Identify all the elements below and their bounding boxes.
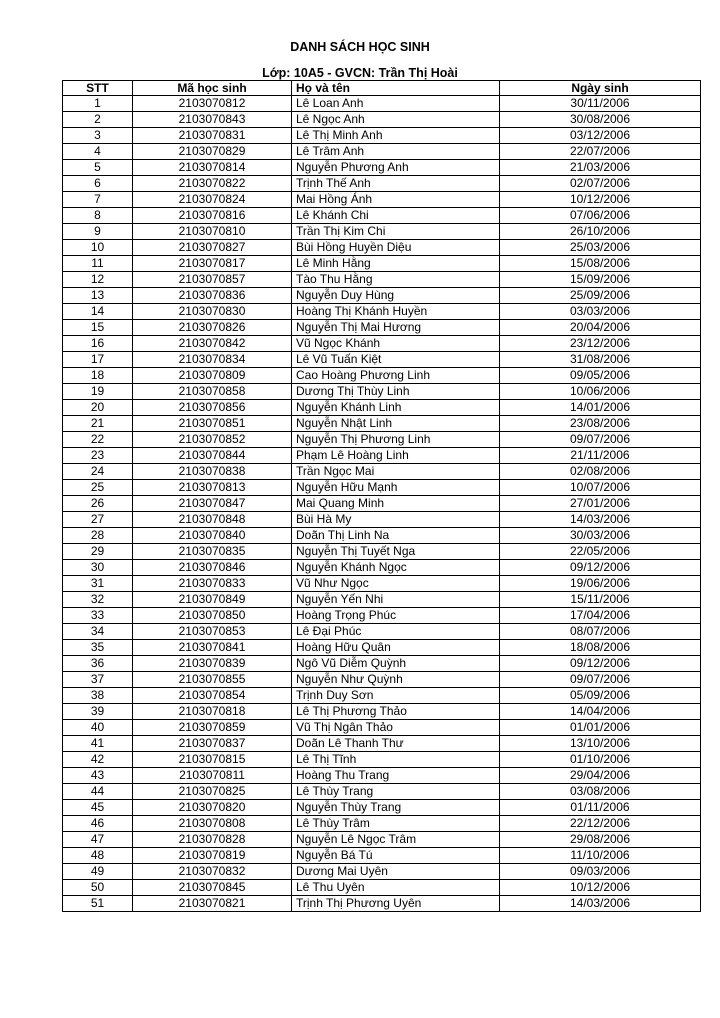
- cell-stt: 49: [63, 864, 133, 880]
- cell-student-id: 2103070840: [133, 528, 292, 544]
- cell-full-name: Bùi Hồng Huyền Diệu: [292, 240, 500, 256]
- table-row: [63, 464, 701, 480]
- cell-full-name: Trịnh Thị Phương Uyên: [292, 896, 500, 912]
- cell-birth-date: 09/03/2006: [500, 864, 701, 880]
- cell-student-id: 2103070851: [133, 416, 292, 432]
- column-header-birth-date: Ngày sinh: [500, 81, 701, 96]
- cell-student-id: 2103070821: [133, 896, 292, 912]
- cell-student-id: 2103070839: [133, 656, 292, 672]
- cell-birth-date: 09/07/2006: [500, 672, 701, 688]
- cell-stt: 39: [63, 704, 133, 720]
- table-row: [63, 480, 701, 496]
- table-row: [63, 336, 701, 352]
- cell-stt: 44: [63, 784, 133, 800]
- table-row: [63, 352, 701, 368]
- cell-stt: 6: [63, 176, 133, 192]
- cell-student-id: 2103070816: [133, 208, 292, 224]
- table-row: [63, 432, 701, 448]
- cell-student-id: 2103070854: [133, 688, 292, 704]
- cell-stt: 18: [63, 368, 133, 384]
- cell-stt: 38: [63, 688, 133, 704]
- cell-birth-date: 30/11/2006: [500, 96, 701, 112]
- cell-stt: 25: [63, 480, 133, 496]
- table-row: [63, 640, 701, 656]
- table-row: [63, 576, 701, 592]
- table-row: [63, 288, 701, 304]
- cell-full-name: Lê Thu Uyên: [292, 880, 500, 896]
- cell-full-name: Lê Ngọc Anh: [292, 112, 500, 128]
- cell-birth-date: 17/04/2006: [500, 608, 701, 624]
- table-header: [63, 81, 701, 96]
- page-title: DANH SÁCH HỌC SINH: [290, 40, 430, 54]
- cell-birth-date: 29/04/2006: [500, 768, 701, 784]
- cell-full-name: Nguyễn Hữu Mạnh: [292, 480, 500, 496]
- table-row: [63, 416, 701, 432]
- table-row: [63, 144, 701, 160]
- table-row: [63, 384, 701, 400]
- cell-full-name: Lê Thị Tĩnh: [292, 752, 500, 768]
- cell-stt: 17: [63, 352, 133, 368]
- column-header-stt: STT: [63, 81, 133, 96]
- cell-student-id: 2103070811: [133, 768, 292, 784]
- table-row: [63, 528, 701, 544]
- cell-student-id: 2103070843: [133, 112, 292, 128]
- cell-birth-date: 14/01/2006: [500, 400, 701, 416]
- cell-stt: 45: [63, 800, 133, 816]
- cell-stt: 50: [63, 880, 133, 896]
- cell-stt: 14: [63, 304, 133, 320]
- cell-birth-date: 01/01/2006: [500, 720, 701, 736]
- table-row: [63, 672, 701, 688]
- cell-birth-date: 10/06/2006: [500, 384, 701, 400]
- table-row: [63, 96, 701, 112]
- cell-student-id: 2103070819: [133, 848, 292, 864]
- cell-stt: 28: [63, 528, 133, 544]
- cell-stt: 3: [63, 128, 133, 144]
- cell-student-id: 2103070858: [133, 384, 292, 400]
- cell-student-id: 2103070859: [133, 720, 292, 736]
- cell-stt: 21: [63, 416, 133, 432]
- cell-full-name: Trịnh Duy Sơn: [292, 688, 500, 704]
- cell-full-name: Hoàng Trọng Phúc: [292, 608, 500, 624]
- cell-birth-date: 15/11/2006: [500, 592, 701, 608]
- cell-birth-date: 11/10/2006: [500, 848, 701, 864]
- cell-full-name: Mai Hồng Ánh: [292, 192, 500, 208]
- cell-student-id: 2103070846: [133, 560, 292, 576]
- table-row: [63, 496, 701, 512]
- cell-birth-date: 19/06/2006: [500, 576, 701, 592]
- cell-stt: 5: [63, 160, 133, 176]
- cell-birth-date: 15/09/2006: [500, 272, 701, 288]
- cell-full-name: Doãn Thị Linh Na: [292, 528, 500, 544]
- cell-student-id: 2103070833: [133, 576, 292, 592]
- cell-student-id: 2103070848: [133, 512, 292, 528]
- table-body: [63, 96, 701, 912]
- cell-birth-date: 14/03/2006: [500, 512, 701, 528]
- cell-full-name: Cao Hoàng Phương Linh: [292, 368, 500, 384]
- cell-stt: 20: [63, 400, 133, 416]
- cell-birth-date: 15/08/2006: [500, 256, 701, 272]
- cell-birth-date: 09/12/2006: [500, 656, 701, 672]
- cell-student-id: 2103070837: [133, 736, 292, 752]
- cell-student-id: 2103070820: [133, 800, 292, 816]
- cell-full-name: Dương Thị Thùy Linh: [292, 384, 500, 400]
- cell-student-id: 2103070850: [133, 608, 292, 624]
- cell-stt: 30: [63, 560, 133, 576]
- cell-stt: 36: [63, 656, 133, 672]
- cell-birth-date: 30/08/2006: [500, 112, 701, 128]
- cell-student-id: 2103070817: [133, 256, 292, 272]
- cell-student-id: 2103070844: [133, 448, 292, 464]
- cell-full-name: Lê Thị Phương Thảo: [292, 704, 500, 720]
- cell-full-name: Mai Quang Minh: [292, 496, 500, 512]
- cell-stt: 33: [63, 608, 133, 624]
- cell-student-id: 2103070832: [133, 864, 292, 880]
- cell-stt: 7: [63, 192, 133, 208]
- cell-stt: 2: [63, 112, 133, 128]
- table-row: [63, 224, 701, 240]
- cell-student-id: 2103070829: [133, 144, 292, 160]
- cell-student-id: 2103070853: [133, 624, 292, 640]
- cell-stt: 16: [63, 336, 133, 352]
- cell-stt: 9: [63, 224, 133, 240]
- cell-birth-date: 25/09/2006: [500, 288, 701, 304]
- cell-stt: 35: [63, 640, 133, 656]
- cell-stt: 48: [63, 848, 133, 864]
- column-header-full-name: Họ và tên: [292, 81, 500, 96]
- cell-birth-date: 26/10/2006: [500, 224, 701, 240]
- table-row: [63, 832, 701, 848]
- cell-birth-date: 14/03/2006: [500, 896, 701, 912]
- table-row: [63, 400, 701, 416]
- cell-student-id: 2103070838: [133, 464, 292, 480]
- cell-birth-date: 20/04/2006: [500, 320, 701, 336]
- cell-birth-date: 22/12/2006: [500, 816, 701, 832]
- cell-stt: 37: [63, 672, 133, 688]
- cell-stt: 10: [63, 240, 133, 256]
- table-row: [63, 720, 701, 736]
- cell-full-name: Lê Thùy Trang: [292, 784, 500, 800]
- cell-stt: 26: [63, 496, 133, 512]
- cell-birth-date: 02/07/2006: [500, 176, 701, 192]
- cell-stt: 43: [63, 768, 133, 784]
- cell-full-name: Lê Thị Minh Anh: [292, 128, 500, 144]
- cell-full-name: Hoàng Hữu Quân: [292, 640, 500, 656]
- cell-full-name: Vũ Như Ngọc: [292, 576, 500, 592]
- cell-stt: 12: [63, 272, 133, 288]
- cell-student-id: 2103070855: [133, 672, 292, 688]
- cell-full-name: Nguyễn Thị Phương Linh: [292, 432, 500, 448]
- cell-stt: 4: [63, 144, 133, 160]
- cell-student-id: 2103070830: [133, 304, 292, 320]
- table-row: [63, 256, 701, 272]
- student-table: [62, 80, 701, 912]
- table-row: [63, 736, 701, 752]
- cell-student-id: 2103070842: [133, 336, 292, 352]
- cell-full-name: Lê Minh Hằng: [292, 256, 500, 272]
- cell-stt: 40: [63, 720, 133, 736]
- cell-full-name: Nguyễn Thị Tuyết Nga: [292, 544, 500, 560]
- cell-birth-date: 27/01/2006: [500, 496, 701, 512]
- cell-full-name: Nguyễn Yến Nhi: [292, 592, 500, 608]
- table-row: [63, 304, 701, 320]
- cell-birth-date: 14/04/2006: [500, 704, 701, 720]
- cell-birth-date: 10/12/2006: [500, 880, 701, 896]
- cell-full-name: Nguyễn Khánh Linh: [292, 400, 500, 416]
- table-row: [63, 240, 701, 256]
- header-row: [63, 81, 701, 96]
- cell-student-id: 2103070824: [133, 192, 292, 208]
- table-row: [63, 320, 701, 336]
- cell-student-id: 2103070835: [133, 544, 292, 560]
- cell-student-id: 2103070845: [133, 880, 292, 896]
- cell-birth-date: 10/12/2006: [500, 192, 701, 208]
- table-row: [63, 880, 701, 896]
- cell-stt: 19: [63, 384, 133, 400]
- cell-stt: 27: [63, 512, 133, 528]
- table-row: [63, 608, 701, 624]
- cell-student-id: 2103070818: [133, 704, 292, 720]
- cell-birth-date: 21/03/2006: [500, 160, 701, 176]
- table-row: [63, 800, 701, 816]
- cell-student-id: 2103070857: [133, 272, 292, 288]
- cell-student-id: 2103070815: [133, 752, 292, 768]
- cell-stt: 22: [63, 432, 133, 448]
- cell-full-name: Lê Thùy Trâm: [292, 816, 500, 832]
- cell-full-name: Nguyễn Nhật Linh: [292, 416, 500, 432]
- cell-birth-date: 01/10/2006: [500, 752, 701, 768]
- cell-birth-date: 05/09/2006: [500, 688, 701, 704]
- table-row: [63, 448, 701, 464]
- cell-birth-date: 25/03/2006: [500, 240, 701, 256]
- cell-birth-date: 30/03/2006: [500, 528, 701, 544]
- cell-full-name: Lê Loan Anh: [292, 96, 500, 112]
- cell-full-name: Lê Trâm Anh: [292, 144, 500, 160]
- table-row: [63, 512, 701, 528]
- cell-student-id: 2103070809: [133, 368, 292, 384]
- cell-birth-date: 09/05/2006: [500, 368, 701, 384]
- cell-birth-date: 22/07/2006: [500, 144, 701, 160]
- cell-full-name: Lê Khánh Chi: [292, 208, 500, 224]
- cell-full-name: Nguyễn Phương Anh: [292, 160, 500, 176]
- cell-stt: 13: [63, 288, 133, 304]
- cell-student-id: 2103070849: [133, 592, 292, 608]
- cell-birth-date: 09/07/2006: [500, 432, 701, 448]
- cell-birth-date: 22/05/2006: [500, 544, 701, 560]
- table-row: [63, 896, 701, 912]
- cell-student-id: 2103070822: [133, 176, 292, 192]
- cell-student-id: 2103070813: [133, 480, 292, 496]
- cell-full-name: Nguyễn Khánh Ngọc: [292, 560, 500, 576]
- cell-stt: 23: [63, 448, 133, 464]
- cell-stt: 47: [63, 832, 133, 848]
- cell-birth-date: 03/12/2006: [500, 128, 701, 144]
- cell-full-name: Doãn Lê Thanh Thư: [292, 736, 500, 752]
- table-row: [63, 560, 701, 576]
- cell-full-name: Bùi Hà My: [292, 512, 500, 528]
- table-row: [63, 192, 701, 208]
- cell-student-id: 2103070856: [133, 400, 292, 416]
- cell-full-name: Lê Đại Phúc: [292, 624, 500, 640]
- table-row: [63, 688, 701, 704]
- cell-birth-date: 08/07/2006: [500, 624, 701, 640]
- cell-stt: 11: [63, 256, 133, 272]
- table-row: [63, 544, 701, 560]
- cell-student-id: 2103070812: [133, 96, 292, 112]
- page-subtitle: Lớp: 10A5 - GVCN: Trần Thị Hoài: [262, 66, 458, 80]
- table-row: [63, 592, 701, 608]
- cell-full-name: Hoàng Thu Trang: [292, 768, 500, 784]
- cell-birth-date: 01/11/2006: [500, 800, 701, 816]
- cell-full-name: Ngô Vũ Diễm Quỳnh: [292, 656, 500, 672]
- cell-full-name: Nguyễn Lê Ngọc Trâm: [292, 832, 500, 848]
- cell-stt: 8: [63, 208, 133, 224]
- cell-birth-date: 02/08/2006: [500, 464, 701, 480]
- cell-stt: 31: [63, 576, 133, 592]
- cell-birth-date: 18/08/2006: [500, 640, 701, 656]
- cell-student-id: 2103070831: [133, 128, 292, 144]
- cell-birth-date: 03/08/2006: [500, 784, 701, 800]
- cell-birth-date: 13/10/2006: [500, 736, 701, 752]
- cell-stt: 1: [63, 96, 133, 112]
- cell-student-id: 2103070826: [133, 320, 292, 336]
- table-row: [63, 784, 701, 800]
- cell-full-name: Vũ Ngọc Khánh: [292, 336, 500, 352]
- cell-stt: 34: [63, 624, 133, 640]
- table-row: [63, 128, 701, 144]
- table-row: [63, 864, 701, 880]
- cell-full-name: Nguyễn Bá Tú: [292, 848, 500, 864]
- cell-full-name: Nguyễn Như Quỳnh: [292, 672, 500, 688]
- cell-stt: 41: [63, 736, 133, 752]
- cell-birth-date: 31/08/2006: [500, 352, 701, 368]
- cell-student-id: 2103070834: [133, 352, 292, 368]
- cell-stt: 29: [63, 544, 133, 560]
- cell-student-id: 2103070847: [133, 496, 292, 512]
- cell-full-name: Trần Ngọc Mai: [292, 464, 500, 480]
- cell-full-name: Dương Mai Uyên: [292, 864, 500, 880]
- cell-full-name: Trần Thị Kim Chi: [292, 224, 500, 240]
- cell-full-name: Trịnh Thế Anh: [292, 176, 500, 192]
- table-row: [63, 272, 701, 288]
- cell-stt: 46: [63, 816, 133, 832]
- cell-birth-date: 07/06/2006: [500, 208, 701, 224]
- table-row: [63, 208, 701, 224]
- cell-birth-date: 09/12/2006: [500, 560, 701, 576]
- cell-student-id: 2103070825: [133, 784, 292, 800]
- table-row: [63, 768, 701, 784]
- cell-student-id: 2103070810: [133, 224, 292, 240]
- cell-student-id: 2103070852: [133, 432, 292, 448]
- cell-stt: 24: [63, 464, 133, 480]
- cell-student-id: 2103070828: [133, 832, 292, 848]
- cell-full-name: Lê Vũ Tuấn Kiệt: [292, 352, 500, 368]
- cell-stt: 51: [63, 896, 133, 912]
- table-row: [63, 176, 701, 192]
- cell-full-name: Tào Thu Hằng: [292, 272, 500, 288]
- cell-birth-date: 23/08/2006: [500, 416, 701, 432]
- table-row: [63, 848, 701, 864]
- table-row: [63, 704, 701, 720]
- cell-stt: 15: [63, 320, 133, 336]
- cell-full-name: Hoàng Thị Khánh Huyền: [292, 304, 500, 320]
- cell-student-id: 2103070808: [133, 816, 292, 832]
- table-row: [63, 752, 701, 768]
- cell-stt: 42: [63, 752, 133, 768]
- cell-birth-date: 03/03/2006: [500, 304, 701, 320]
- cell-student-id: 2103070827: [133, 240, 292, 256]
- cell-full-name: Nguyễn Thị Mai Hương: [292, 320, 500, 336]
- table-row: [63, 816, 701, 832]
- cell-birth-date: 29/08/2006: [500, 832, 701, 848]
- cell-full-name: Vũ Thị Ngân Thảo: [292, 720, 500, 736]
- cell-birth-date: 23/12/2006: [500, 336, 701, 352]
- cell-birth-date: 21/11/2006: [500, 448, 701, 464]
- cell-stt: 32: [63, 592, 133, 608]
- table-row: [63, 160, 701, 176]
- cell-student-id: 2103070841: [133, 640, 292, 656]
- table-row: [63, 368, 701, 384]
- cell-birth-date: 10/07/2006: [500, 480, 701, 496]
- cell-full-name: Nguyễn Thùy Trang: [292, 800, 500, 816]
- cell-student-id: 2103070814: [133, 160, 292, 176]
- cell-full-name: Nguyễn Duy Hùng: [292, 288, 500, 304]
- cell-student-id: 2103070836: [133, 288, 292, 304]
- column-header-student-id: Mã học sinh: [133, 81, 292, 96]
- cell-full-name: Phạm Lê Hoàng Linh: [292, 448, 500, 464]
- table-row: [63, 624, 701, 640]
- table-row: [63, 656, 701, 672]
- table-row: [63, 112, 701, 128]
